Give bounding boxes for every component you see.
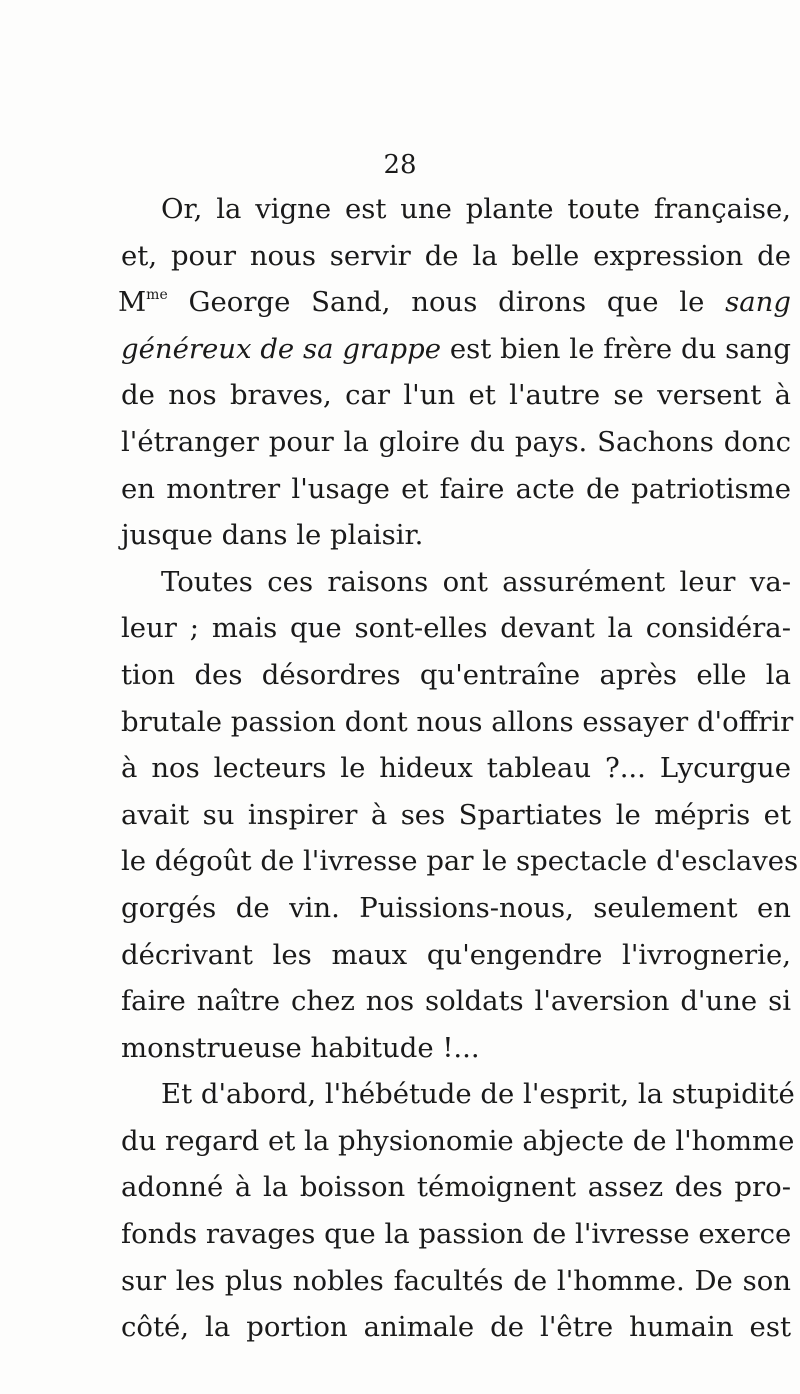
text-line: monstrueuse habitude !... <box>121 1031 480 1064</box>
text-line: le dégoût de l'ivresse par le spectacle d'esclaves <box>121 845 799 878</box>
text-line: adonné à la boisson témoignent assez des pro- <box>121 1171 791 1204</box>
text-line: et, pour nous servir de la belle expression de <box>121 239 791 272</box>
text-line: jusque dans le plaisir. <box>121 519 424 552</box>
text-line: Et d'abord, l'hébétude de l'esprit, la stupidité <box>161 1078 795 1111</box>
text-line: avait su inspirer à ses Spartiates le mépris et <box>121 798 791 831</box>
text-line: en montrer l'usage et faire acte de patriotisme <box>121 472 791 505</box>
italic-phrase: généreux de sa grappe <box>121 332 441 365</box>
text-line: tion des désordres qu'entraîne après elle la <box>121 658 791 691</box>
text-line: du regard et la physionomie abjecte de l'homme <box>121 1124 795 1157</box>
text-line: Toutes ces raisons ont assurément leur va- <box>161 565 791 598</box>
text-line: fonds ravages que la passion de l'ivresse exerce <box>121 1218 792 1251</box>
body-text <box>118 186 799 1351</box>
text-line: décrivant les maux qu'engendre l'ivrognerie, <box>121 938 791 971</box>
text-span: est bien le frère du sang <box>449 332 791 365</box>
page-number: 28 <box>383 150 417 180</box>
text-line: de nos braves, car l'un et l'autre se versent à <box>121 379 791 412</box>
text-line <box>118 279 791 326</box>
text-line: gorgés de vin. Puissions-nous, seulement en <box>121 891 791 924</box>
text-line: sur les plus nobles facultés de l'homme. De son <box>121 1264 791 1297</box>
text-line: l'étranger pour la gloire du pays. Sachons donc <box>121 425 791 458</box>
text-line: Or, la vigne est une plante toute française, <box>161 193 791 225</box>
italic-word: sang <box>725 286 791 319</box>
mme-abbreviation: $M^{me}$ <box>118 286 168 319</box>
text-line: leur ; mais que sont-elles devant la considéra- <box>121 612 791 645</box>
text-span: George Sand, nous dirons que le <box>188 286 705 319</box>
text-line <box>121 326 791 373</box>
text-line: faire naître chez nos soldats l'aversion d'une si <box>121 985 791 1018</box>
text-line: brutale passion dont nous allons essayer d'offrir <box>121 705 794 738</box>
text-line: à nos lecteurs le hideux tableau ?... Lycurgue <box>121 752 791 785</box>
text-line: côté, la portion animale de l'être humain est <box>121 1311 791 1344</box>
